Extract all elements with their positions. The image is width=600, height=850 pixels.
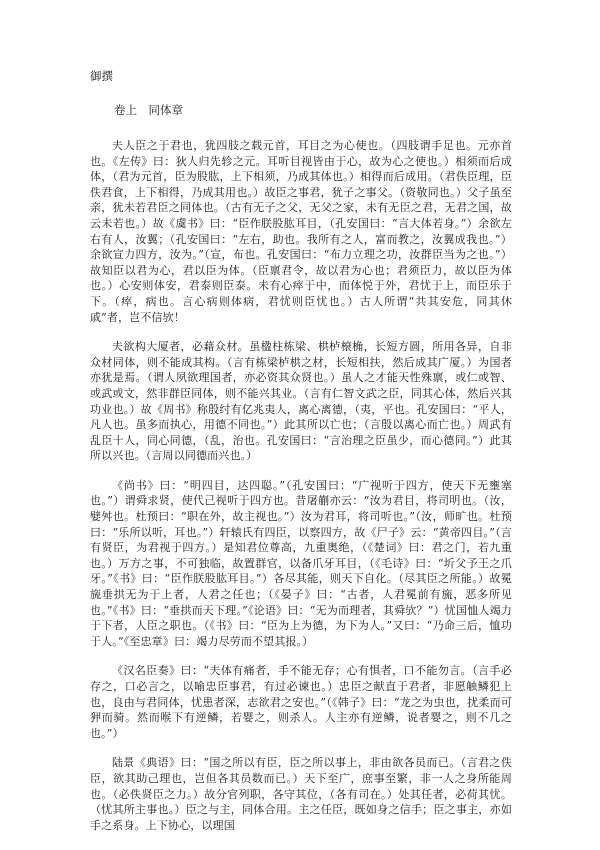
document-title: 御撰 xyxy=(90,69,113,83)
paragraph-1: 夫人臣之于君也，犹四肢之载元首，耳目之为心使也。（四肢谓手足也。元亦首也。《左传》曰：狄人归先轸之元。耳听目视皆由于心，故为心之使也。）相须而后成体，（君为元首，臣为股肱，上下相须，乃成其体也。）相得而后成用。（君佚臣理，臣佚君食，上下相得，乃成其用也。）故臣之事君，犹子之事父。（资敬同也。）父子虽至亲，犹未若君臣之同体也。（古有无子之父，无父之家，未有无臣之君，无君之国，故云未若也。）故《虞书》曰：“臣作朕股肱耳目，（孔安国曰：“言大体若身。”）余欲左右有人，汝翼；（孔安国曰：“左右，助也。我所有之人，富而教之，汝翼成我也。”）余欲宣力四方，汝为。”（宣，布也。孔安国曰：“布力立理之功，汝群臣当为之也。”）故知臣以君为心，君以臣为体。（臣禀君令，故以君为心也；君须臣力，故以臣为体也。）心安则体安，君泰则臣泰。未有心瘁于中，而体悦于外，君忧于上，而臣乐于下。（瘁，病也。言心病则体病，君忧则臣忧也。）古人所谓“共其安危，同其休戚”者，岂不信欤！ xyxy=(90,139,512,324)
chapter-heading: 卷上 同体章 xyxy=(114,103,183,117)
paragraph-4: 《汉名臣奏》曰：“夫体有痛者，手不能无存；心有惧者，口不能勿言。（言手必存之，口必言之，以喻忠臣事君，有过必谏也。）忠臣之献直于君者，非愿触鳞犯上也，良由与君同体，忧患者深，志欲君之安也。”（《韩子》曰：“龙之为虫也，扰柔而可狎而骑。然而喉下有逆鳞，若婴之，则杀人。人主亦有逆鳞，说者婴之，则不几之也。”） xyxy=(90,664,512,740)
paragraph-2: 夫欲构大厦者，必藉众材。虽楹柱栋梁、栱栌榱桷，长短方圆，所用各异，自非众材同体，则不能成其构。（言有栋梁栌栱之材，长短相扶，然后成其广厦。）为国者亦犹是焉。（谓人夙欲理国者，亦必资其众贤也。）虽人之才能天性殊禀，或仁或智、或武或文，然非群臣同体，则不能兴其业。（言有仁智文武之臣，同其心体，然后兴其功业也。）故《周书》称殷纣有亿兆夷人，离心离德，（夷，平也。孔安国曰：“平人，凡人也。虽多而执心，用德不同也。”）此其所以亡也；（言殷以离心而亡也。）周武有乱臣十人，同心同德，（乱，治也。孔安国曰：“言治理之臣虽少，而心德同。”）此其所以兴也。（言周以同德而兴也。） xyxy=(90,340,512,463)
paragraph-3: 《尚书》曰：“明四目，达四聪。”（孔安国曰：“广视听于四方，使天下无壅塞也。”）谓舜求贤，使代己视听于四方也。昔屠蒯亦云：“汝为君目，将司明也。（汝，嬖舛也。杜预曰：“职在外，故主视也。”）汝为君耳，将司听也。”（汝，师旷也。杜预曰：“乐所以听，耳也。”）轩辕氏有四臣，以察四方，故《尸子》云：“黄帝四目。”（言有贤臣，为君视于四方。）是知君位尊高，九重奥绝，（《楚词》曰：君之门，若九重也。）万方之事，不可独临，故置群官，以备爪牙耳目，（《毛诗》曰：“圻父予王之爪牙。”《书》曰：“臣作朕股肱耳目。”）各尽其能，则天下自化。（尽其臣之所能。）故冕旒垂拱无为于上者，人君之任也；（《晏子》曰：“古者，人君冕前有旒，恶多所见也。”《书》曰：“垂拱而天下理。”《论语》曰：“无为而理者，其舜欤？”）忧国恤人竭力于下者，人臣之职也。（《书》曰：“臣为上为德，为下为人。”又曰：“乃命三后，恤功于人。”《至忠章》曰：竭力尽劳而不望其报。） xyxy=(90,478,512,648)
paragraph-5: 陆景《典语》曰：“国之所以有臣，臣之所以事上，非由欲各员而已。（言君之佚臣，欲其助己理也，岂但各其员数而已。）天下至广，庶事至繁，非一人之身所能周也。（必佚贤臣之力。）故分官列职，各守其位，（各有司在。）处其任者，必荷其忧。（忧其所主事也。）臣之与主，同体合用。主之任臣，既如身之信手；臣之事主，亦如手之系身。上下协心，以理国 xyxy=(90,756,512,832)
